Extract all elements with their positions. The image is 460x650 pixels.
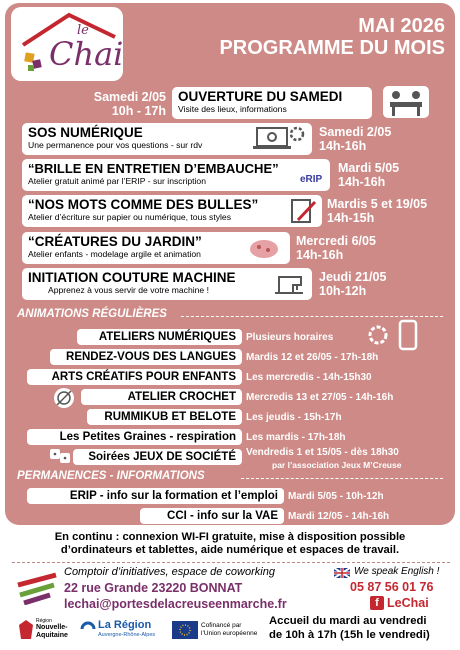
partner-aura-b: Auvergne-Rhône-Alpes xyxy=(98,632,156,638)
regular-activity-label: RENDEZ-VOUS DES LANGUES xyxy=(50,349,242,365)
computer-gears-icon xyxy=(251,124,307,154)
event-subtitle: Visite des lieux, informations xyxy=(178,104,287,114)
section-divider xyxy=(181,316,443,317)
header-title xyxy=(219,15,445,59)
regular-activity-label: Soirées JEUX DE SOCIÉTÉ xyxy=(73,449,242,465)
partner-eu xyxy=(172,618,262,642)
event-card xyxy=(22,159,330,191)
continuous-line-1: En continu : connexion WI-FI gratuite, mise à disposition possible xyxy=(54,531,406,543)
permanences-heading: PERMANENCES - INFORMATIONS xyxy=(17,470,205,482)
facebook-icon[interactable]: f xyxy=(370,596,384,610)
computer-gears-icon xyxy=(362,319,422,351)
event-date xyxy=(338,161,399,189)
partner-eu-a: Cofinancé par xyxy=(201,622,242,629)
footer-phone[interactable]: 05 87 56 01 76 xyxy=(350,580,434,594)
event-date xyxy=(319,270,386,298)
event-date xyxy=(319,125,391,153)
footer-english: We speak English ! xyxy=(354,566,440,577)
event-date-hours: 14h-16h xyxy=(338,175,386,189)
event-date-hours: 14h-16h xyxy=(296,248,344,262)
partner-nouvelle-aquitaine-c: Aquitaine xyxy=(36,632,68,639)
partner-auvergne-rhone-alpes xyxy=(80,618,170,642)
event-title: “BRILLE EN ENTRETIEN D’EMBAUCHE” xyxy=(28,161,279,176)
regular-activity-label: ARTS CRÉATIFS POUR ENFANTS xyxy=(27,369,242,385)
event-subtitle: Apprenez à vous servir de votre machine ! xyxy=(48,285,209,295)
regular-activity-label: ATELIERS NUMÉRIQUES xyxy=(77,329,242,345)
regular-activity-when-sub: par l’association Jeux M’Creuse xyxy=(272,460,402,470)
partner-aura-a: La Région xyxy=(98,619,152,631)
event-date-hours: 10h-12h xyxy=(319,284,367,298)
footer-hours-2: de 10h à 17h (15h le vendredi) xyxy=(269,629,430,641)
permanence-label: CCI - info sur la VAE xyxy=(140,508,284,524)
event-title: SOS NUMÉRIQUE xyxy=(28,125,143,140)
footer xyxy=(12,562,450,646)
event-card xyxy=(172,87,372,119)
le-chai-logo xyxy=(11,7,123,81)
regular-activity-label: Les Petites Graines - respiration xyxy=(27,429,242,445)
event-date-day: Samedi 2/05 xyxy=(319,125,392,139)
dice-icon xyxy=(49,445,71,465)
logo-le: le xyxy=(77,23,89,38)
crochet-icon xyxy=(53,387,75,409)
event-date-day: Samedi 2/05 xyxy=(93,90,166,104)
regular-activity-when: Les mardis - 17h-18h xyxy=(246,432,346,443)
erip-logo: eRIP xyxy=(300,174,323,185)
writing-icon xyxy=(288,196,318,226)
event-title: “CRÉATURES DU JARDIN” xyxy=(28,234,202,249)
le-chai-mark-icon xyxy=(16,571,58,605)
header-month: MAI 2026 xyxy=(358,15,445,37)
continuous-services xyxy=(0,531,460,557)
event-card xyxy=(22,195,322,227)
partner-nouvelle-aquitaine-a: Région xyxy=(36,618,52,624)
programme-panel xyxy=(5,3,455,525)
nouvelle-aquitaine-icon xyxy=(18,619,34,641)
footer-email[interactable]: lechai@portesdelacreuseenmarche.fr xyxy=(64,597,287,611)
regular-activity-label: RUMMIKUB ET BELOTE xyxy=(87,409,242,425)
event-title: OUVERTURE DU SAMEDI xyxy=(178,89,343,104)
regular-heading: ANIMATIONS RÉGULIÈRES xyxy=(17,308,167,320)
regular-activity-when xyxy=(246,447,401,471)
regular-activity-when: Les mercredis - 14h-15h30 xyxy=(246,372,372,383)
permanence-when: Mardi 12/05 - 14h-16h xyxy=(288,511,390,522)
event-date-hours: 14h-16h xyxy=(319,139,367,153)
event-date-hours: 10h - 17h xyxy=(111,104,166,118)
event-subtitle: Une permanence pour vos questions - sur rdv xyxy=(28,140,203,150)
section-divider xyxy=(241,478,443,479)
footer-hours-1: Accueil du mardi au vendredi xyxy=(269,615,427,627)
event-date xyxy=(296,234,376,262)
logo-chai: Chai xyxy=(49,35,124,73)
event-title: INITIATION COUTURE MACHINE xyxy=(28,270,236,285)
footer-facebook[interactable]: LeChai xyxy=(387,596,429,610)
event-date-day: Mercredi 6/05 xyxy=(296,234,376,248)
event-date-day: Mardis 5 et 19/05 xyxy=(327,197,428,211)
event-subtitle: Atelier d’écriture sur papier ou numérique, tous styles xyxy=(28,212,232,222)
permanence-label: ERIP - info sur la formation et l’emploi xyxy=(27,488,284,504)
regular-activity-when: Les jeudis - 15h-17h xyxy=(246,412,342,423)
clay-hands-icon xyxy=(241,235,287,261)
partner-nouvelle-aquitaine xyxy=(18,618,74,642)
footer-address: 22 rue Grande 23220 BONNAT xyxy=(64,581,243,595)
footer-tagline: Comptoir d’initiatives, espace de coworking xyxy=(64,566,275,578)
permanence-when: Mardi 5/05 - 10h-12h xyxy=(288,491,384,502)
regular-activity-when-text: Vendredis 1 et 15/05 - dès 18h30 xyxy=(246,447,399,458)
event-date-hours: 14h-15h xyxy=(327,211,375,225)
event-subtitle: Atelier gratuit animé par l’ERIP - sur inscription xyxy=(28,176,206,186)
event-date-day: Jeudi 21/05 xyxy=(319,270,387,284)
event-date xyxy=(327,197,427,225)
partner-eu-b: l’Union européenne xyxy=(201,630,258,637)
meeting-icon xyxy=(382,85,430,119)
eu-flag-icon xyxy=(172,621,198,639)
event-card xyxy=(22,268,312,300)
header-subtitle: PROGRAMME DU MOIS xyxy=(219,37,445,59)
regular-activity-when: Mardis 12 et 26/05 - 17h-18h xyxy=(246,352,379,363)
event-date-day: Mardi 5/05 xyxy=(338,161,400,175)
region-aura-icon xyxy=(80,621,96,637)
event-title: “NOS MOTS COMME DES BULLES” xyxy=(28,197,259,212)
regular-activity-label: ATELIER CROCHET xyxy=(81,389,242,405)
partner-nouvelle-aquitaine-b: Nouvelle- xyxy=(36,624,68,631)
uk-flag-icon xyxy=(334,568,350,578)
continuous-line-2: d’ordinateurs et tablettes, aide numérique et espaces de travail. xyxy=(60,544,400,556)
regular-activity-when: Plusieurs horaires xyxy=(246,332,334,343)
event-date xyxy=(80,90,166,118)
event-subtitle: Atelier enfants - modelage argile et animation xyxy=(28,249,201,259)
sewing-machine-icon xyxy=(271,271,307,297)
regular-activity-when: Mercredis 13 et 27/05 - 14h-16h xyxy=(246,392,394,403)
